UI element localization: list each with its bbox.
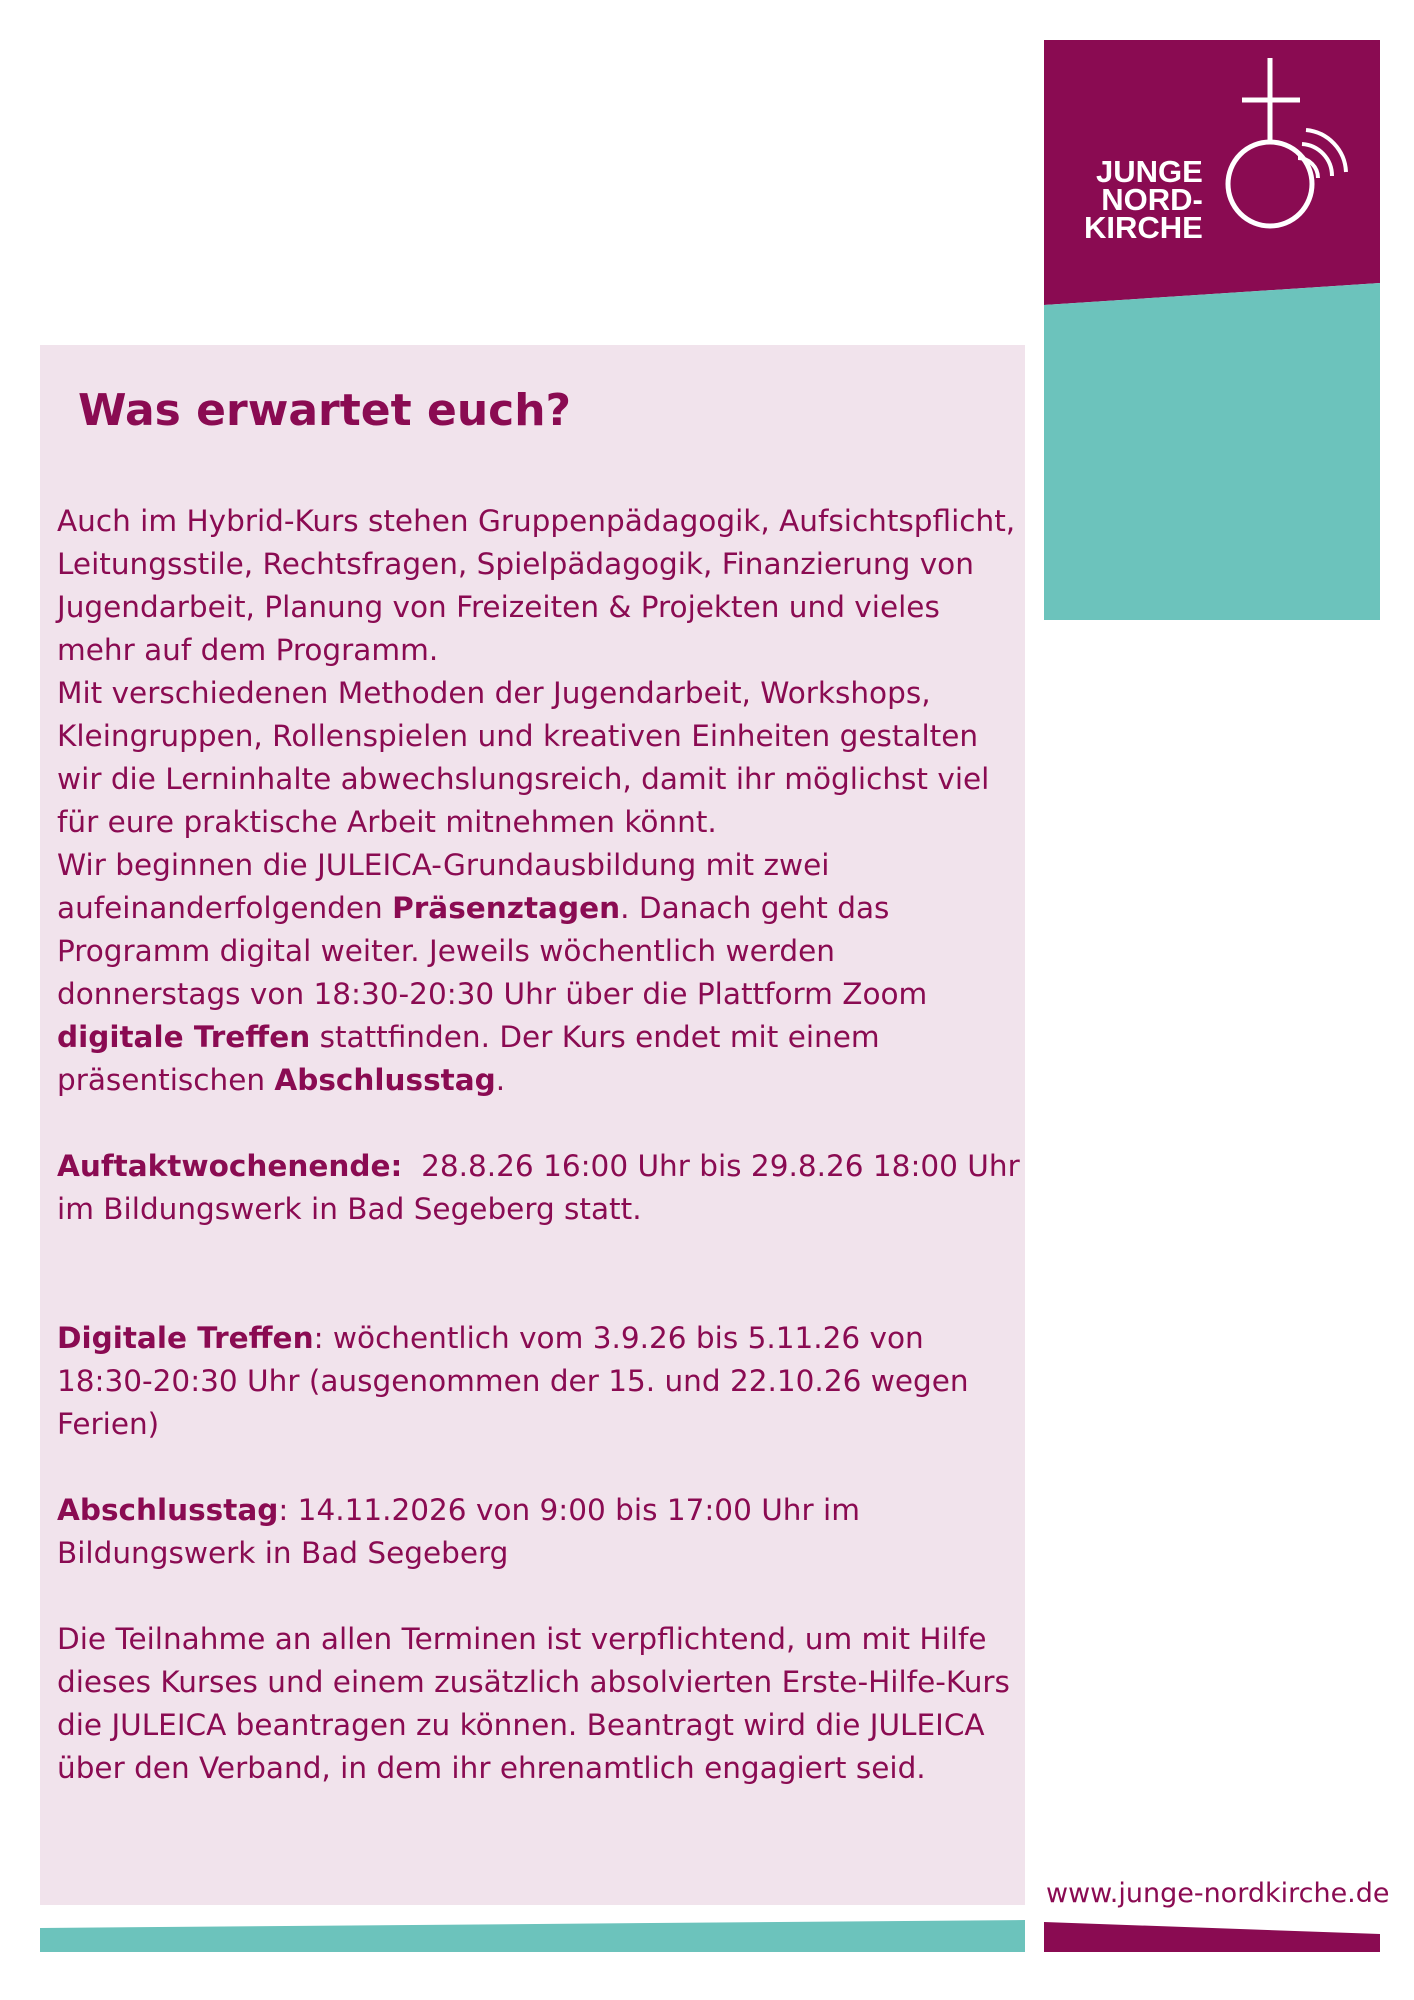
schedule-final-label: Abschlusstag xyxy=(57,1493,279,1527)
logo-wordmark xyxy=(1084,154,1203,245)
intro-p3-text-e: stattfinden. Der Kurs endet mit einem präsentischen xyxy=(57,1020,880,1097)
schedule-kickoff xyxy=(57,1145,1030,1231)
schedule-digital-label: Digitale Treffen xyxy=(57,1321,314,1355)
intro-paragraph-2: Mit verschiedenen Methoden der Jugendarbeit, Workshops, Kleingruppen, Rollenspielen und kreativen Einheiten gestalten wir die Lerninhalte abwechslungsreich, damit ihr möglichst viel für eure praktische Arbeit mitnehmen könnt. xyxy=(57,676,990,839)
schedule-kickoff-label: Auftaktwochenende: xyxy=(57,1149,403,1183)
website-link[interactable]: www.junge-nordkirche.de xyxy=(1046,1878,1390,1909)
logo-line-1: JUNGE xyxy=(1096,154,1203,189)
body-text xyxy=(57,500,1030,1790)
schedule-final xyxy=(57,1489,1022,1575)
footer-teal-stripe xyxy=(40,1920,1025,1952)
intro-p3-bold-final: Abschlusstag xyxy=(274,1063,496,1097)
schedule-digital-text: : wöchentlich vom 3.9.26 bis 5.11.26 von 18:30-20:30 Uhr (ausgenommen der 15. und 22.10.26 wegen Ferien) xyxy=(57,1321,969,1441)
brand-teal-panel xyxy=(1044,283,1380,620)
schedule-digital xyxy=(57,1317,1022,1446)
brand-block xyxy=(1044,40,1380,620)
intro-paragraph-1: Auch im Hybrid-Kurs stehen Gruppenpädagogik, Aufsichtspflicht, Leitungsstile, Rechtsfragen, Spielpädagogik, Finanzierung von Jugendarbeit, Planung von Freizeiten & Projekten und vieles mehr auf dem Programm. xyxy=(57,504,1016,667)
intro-p3-bold-presence: Präsenztagen xyxy=(392,891,621,925)
content-panel xyxy=(40,345,1030,1905)
cross-globe-icon xyxy=(1222,58,1352,258)
schedule-kickoff-text: 28.8.26 16:00 Uhr bis 29.8.26 18:00 Uhr im Bildungswerk in Bad Segeberg statt. xyxy=(57,1149,1030,1226)
intro-p3-bold-digital: digitale Treffen xyxy=(57,1020,311,1054)
logo-line-2: NORD- xyxy=(1101,182,1203,217)
intro-p3-text-g: . xyxy=(495,1063,506,1097)
intro-paragraph-3 xyxy=(57,844,1022,1102)
schedule-final-text: : 14.11.2026 von 9:00 bis 17:00 Uhr im Bildungswerk in Bad Segeberg xyxy=(57,1493,860,1570)
footer-magenta-stripe xyxy=(1044,1922,1380,1952)
intro-p3-text-a: Wir beginnen die JULEICA-Grundausbildung mit zwei aufeinanderfolgenden xyxy=(57,848,830,925)
intro-p3-text-c: . Danach geht das Programm digital weiter. Jeweils wöchentlich werden donnerstags von 18:30-20:30 Uhr über die Plattform Zoom xyxy=(57,891,928,1011)
closing-paragraph: Die Teilnahme an allen Terminen ist verpflichtend, um mit Hilfe dieses Kurses und einem zusätzlich absolvierten Erste-Hilfe-Kurs die JULEICA beantragen zu können. Beantragt wird die JULEICA über den Verband, in dem ihr ehrenamtlich engagiert seid. xyxy=(57,1622,1010,1785)
logo-line-3: KIRCHE xyxy=(1084,210,1203,245)
page-title: Was erwartet euch? xyxy=(78,385,572,436)
